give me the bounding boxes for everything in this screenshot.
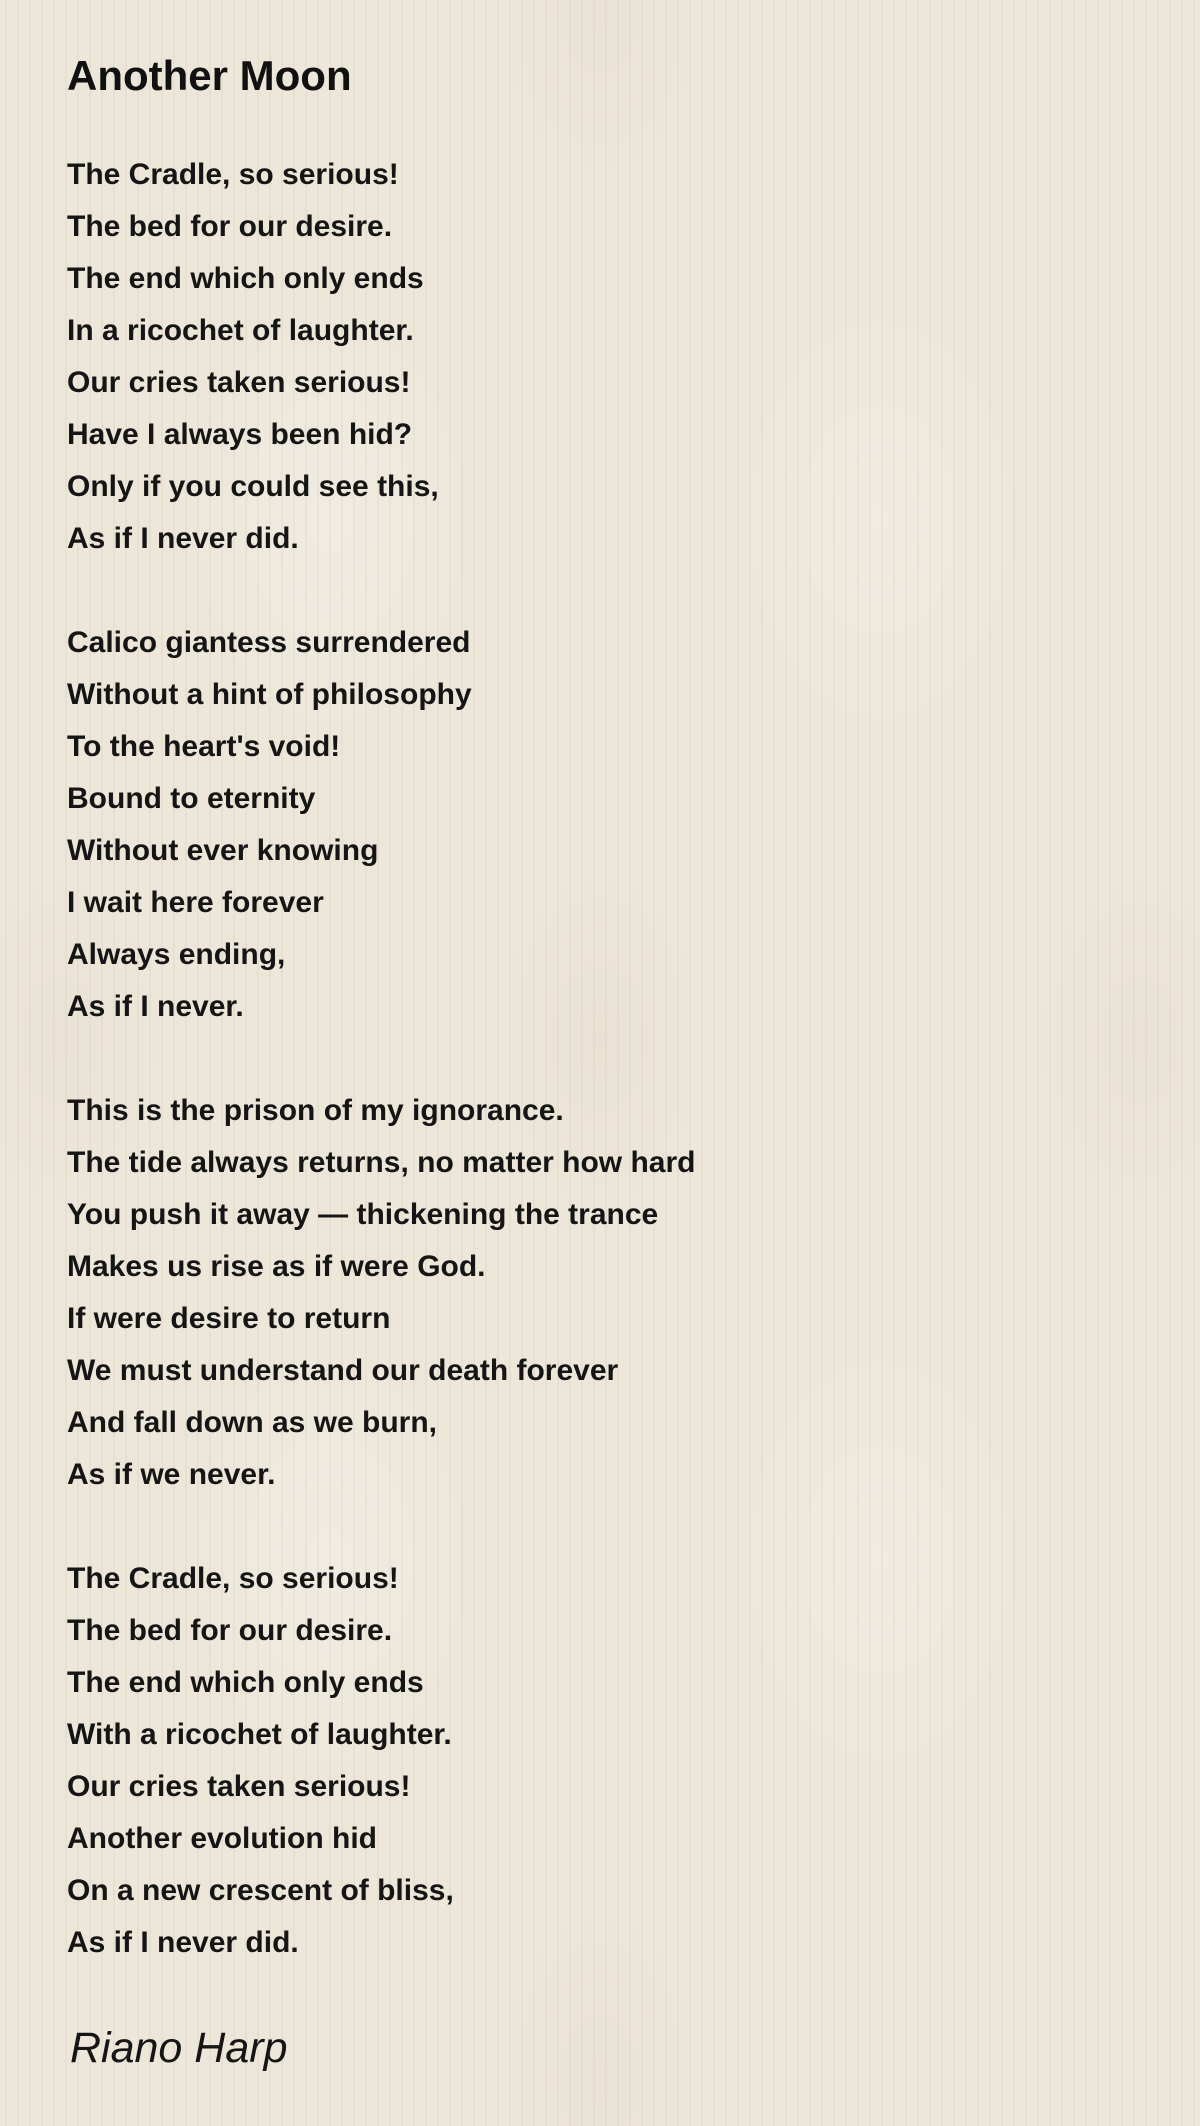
poem-line: The end which only ends [67, 1666, 424, 1699]
poem-line: As if I never. [67, 990, 244, 1023]
poem-line: Calico giantess surrendered [67, 626, 471, 659]
poem-line: The bed for our desire. [67, 1614, 393, 1647]
poem-line: As if I never did. [67, 1926, 299, 1959]
poem-title: Another Moon [67, 52, 352, 99]
poem-line: This is the prison of my ignorance. [67, 1094, 564, 1127]
poem-author: Riano Harp [70, 2024, 288, 2072]
poem-line: As if I never did. [67, 522, 299, 555]
poem-line: As if we never. [67, 1458, 276, 1491]
poem-line: Without ever knowing [67, 834, 379, 867]
poem-line: Bound to eternity [67, 782, 316, 815]
poem-line: To the heart's void! [67, 730, 341, 763]
stanza-1 [67, 149, 1127, 565]
poem-line: And fall down as we burn, [67, 1406, 438, 1439]
stanza-3 [67, 1085, 1127, 1501]
poem-line: In a ricochet of laughter. [67, 314, 414, 347]
stanza-4 [67, 1553, 1127, 1969]
poem-line: Have I always been hid? [67, 418, 413, 451]
poem-line: Our cries taken serious! [67, 1770, 411, 1803]
poem-line: Our cries taken serious! [67, 366, 411, 399]
poem-line: If were desire to return [67, 1302, 391, 1335]
poem-line: Only if you could see this, [67, 470, 439, 503]
poem-line: Another evolution hid [67, 1822, 377, 1855]
poem-line: The end which only ends [67, 262, 424, 295]
poem-line: We must understand our death forever [67, 1354, 619, 1387]
poem-line: The Cradle, so serious! [67, 158, 399, 191]
poem-line: Without a hint of philosophy [67, 678, 472, 711]
poem-line: Always ending, [67, 938, 286, 971]
poem-line: With a ricochet of laughter. [67, 1718, 452, 1751]
stanza-2 [67, 617, 1127, 1033]
poem-line: The bed for our desire. [67, 210, 393, 243]
poem-page [67, 50, 1127, 2021]
poem-line: The Cradle, so serious! [67, 1562, 399, 1595]
poem-line: I wait here forever [67, 886, 324, 919]
poem-line: You push it away — thickening the trance [67, 1198, 659, 1231]
poem-line: On a new crescent of bliss, [67, 1874, 454, 1907]
poem-line: The tide always returns, no matter how hard [67, 1146, 696, 1179]
poem-line: Makes us rise as if were God. [67, 1250, 486, 1283]
